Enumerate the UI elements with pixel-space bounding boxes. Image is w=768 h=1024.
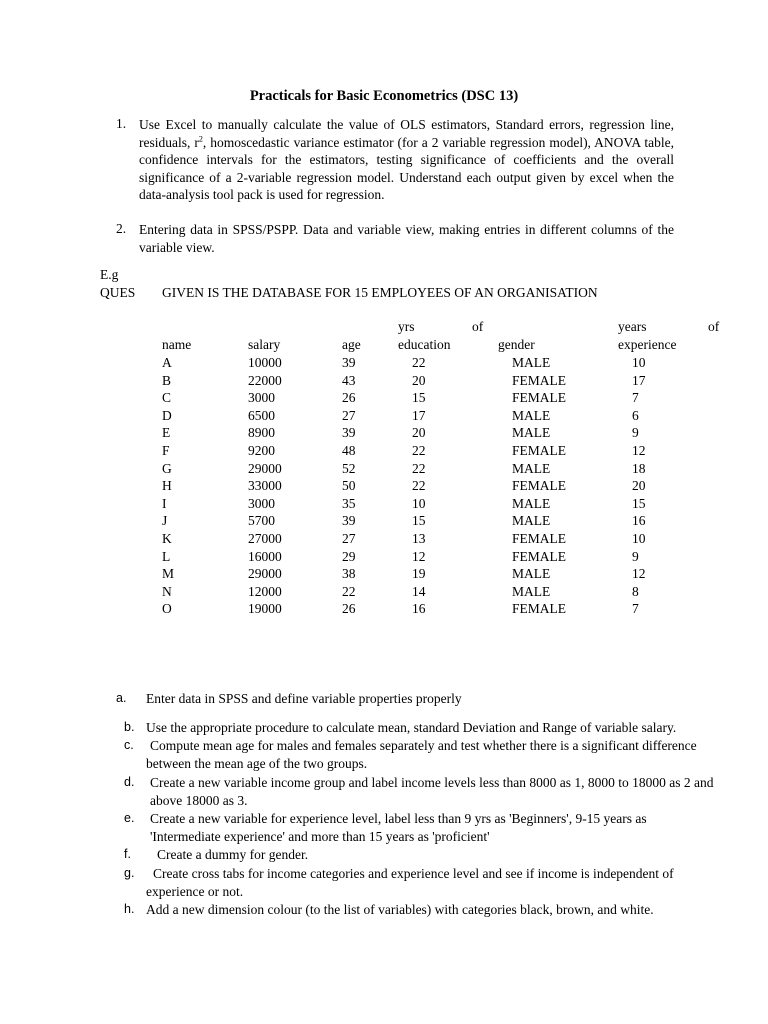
table-cell: 7 bbox=[632, 601, 639, 617]
table-cell: 26 bbox=[342, 390, 356, 406]
table-cell: 22 bbox=[412, 442, 426, 458]
header-age: age bbox=[342, 337, 361, 352]
table-cell: 9200 bbox=[248, 442, 275, 458]
table-cell: MALE bbox=[512, 513, 551, 529]
header-education: education bbox=[398, 337, 451, 352]
table-cell: MALE bbox=[512, 495, 551, 511]
task-text: Create cross tabs for income categories and experience level and see if income is independent of experience or not. bbox=[146, 866, 674, 899]
table-cell: 9 bbox=[632, 425, 639, 441]
table-cell: 16 bbox=[632, 513, 646, 529]
table-cell: C bbox=[162, 390, 172, 406]
table-cell: 15 bbox=[632, 495, 646, 511]
table-row bbox=[162, 407, 646, 425]
table-row bbox=[162, 600, 646, 618]
task-text: Add a new dimension colour (to the list of variables) with categories black, brown, and white. bbox=[146, 902, 654, 917]
table-cell: 12000 bbox=[248, 583, 282, 599]
table-row bbox=[162, 565, 646, 583]
header-gender: gender bbox=[498, 337, 535, 352]
table-cell: 39 bbox=[342, 355, 356, 370]
table-row bbox=[162, 477, 646, 495]
header-exp-top-b: of bbox=[708, 319, 720, 334]
task-text: Create a new variable for experience level, label less than 9 yrs as 'Beginners', 9-15 years as 'Intermediate experience' and more than 15 years as 'proficient' bbox=[150, 811, 647, 844]
table-cell: MALE bbox=[512, 407, 551, 423]
task-label: f. bbox=[124, 847, 131, 861]
table-cell: 20 bbox=[632, 478, 646, 494]
task-label: a. bbox=[116, 691, 127, 705]
table-row bbox=[162, 512, 646, 530]
table-row bbox=[162, 530, 646, 548]
table-row bbox=[162, 548, 646, 566]
table-cell: A bbox=[162, 355, 172, 370]
table-cell: 17 bbox=[412, 407, 426, 423]
list-number: 2. bbox=[116, 221, 127, 236]
table-cell: E bbox=[162, 425, 171, 441]
table-cell: 6 bbox=[632, 407, 639, 423]
list-number: 1. bbox=[116, 116, 127, 131]
table-cell: 10 bbox=[632, 530, 646, 546]
table-cell: 48 bbox=[342, 442, 356, 458]
employee-table bbox=[162, 354, 646, 618]
table-cell: 16 bbox=[412, 601, 426, 617]
table-cell: 7 bbox=[632, 390, 639, 406]
example-label: E.g bbox=[100, 267, 119, 282]
table-cell: 29000 bbox=[248, 566, 282, 582]
table-cell: J bbox=[162, 513, 168, 529]
table-cell: FEMALE bbox=[512, 442, 566, 458]
table-cell: FEMALE bbox=[512, 601, 566, 617]
list-item-1 bbox=[116, 116, 674, 204]
table-cell: 20 bbox=[412, 425, 426, 441]
table-cell: MALE bbox=[512, 355, 551, 370]
table-cell: 10 bbox=[412, 495, 426, 511]
table-cell: 19000 bbox=[248, 601, 282, 617]
table-cell: 22 bbox=[342, 583, 356, 599]
task-label: b. bbox=[124, 720, 135, 734]
table-cell: 22 bbox=[412, 460, 426, 476]
page-title: Practicals for Basic Econometrics (DSC 13) bbox=[249, 88, 519, 104]
table-cell: 29000 bbox=[248, 460, 282, 476]
table-cell: B bbox=[162, 372, 172, 388]
table-cell: 6500 bbox=[248, 407, 275, 423]
table-cell: 39 bbox=[342, 513, 356, 529]
table-cell: 35 bbox=[342, 495, 356, 511]
table-cell: 22 bbox=[412, 478, 426, 494]
table-cell: 12 bbox=[412, 548, 426, 564]
table-cell: 52 bbox=[342, 460, 356, 476]
table-cell: H bbox=[162, 478, 172, 494]
table-cell: 8900 bbox=[248, 425, 275, 441]
table-row bbox=[162, 389, 646, 407]
table-cell: FEMALE bbox=[512, 548, 566, 564]
header-experience: experience bbox=[618, 337, 677, 352]
task-label: e. bbox=[124, 811, 135, 825]
table-cell: 50 bbox=[342, 478, 356, 494]
table-cell: FEMALE bbox=[512, 390, 566, 406]
table-cell: 39 bbox=[342, 425, 356, 441]
table-cell: 15 bbox=[412, 390, 426, 406]
table-row bbox=[162, 495, 646, 513]
task-text: Enter data in SPSS and define variable properties properly bbox=[146, 691, 462, 706]
header-edu-top-b: of bbox=[472, 319, 484, 334]
table-cell: 27 bbox=[342, 530, 356, 546]
table-cell: 8 bbox=[632, 583, 639, 599]
table-cell: D bbox=[162, 407, 172, 423]
table-cell: MALE bbox=[512, 460, 551, 476]
task-text: Create a dummy for gender. bbox=[157, 847, 309, 862]
table-cell: 33000 bbox=[248, 478, 282, 494]
table-row bbox=[162, 424, 646, 442]
header-edu-top-a: yrs bbox=[398, 319, 415, 334]
table-cell: 14 bbox=[412, 583, 426, 599]
table-cell: 15 bbox=[412, 513, 426, 529]
task-text: Create a new variable income group and label income levels less than 8000 as 1, 8000 to 18000 as 2 and above 18000 as 3. bbox=[150, 775, 714, 808]
task-label: d. bbox=[124, 775, 135, 789]
header-salary: salary bbox=[248, 337, 281, 352]
table-cell: 26 bbox=[342, 601, 356, 617]
table-cell: L bbox=[162, 548, 171, 564]
table-cell: N bbox=[162, 583, 172, 599]
table-cell: FEMALE bbox=[512, 478, 566, 494]
task-text: Compute mean age for males and females separately and test whether there is a significant difference between the mean age of the two groups. bbox=[146, 738, 697, 771]
table-cell: 18 bbox=[632, 460, 646, 476]
table-cell: 5700 bbox=[248, 513, 275, 529]
table-cell: 27000 bbox=[248, 530, 282, 546]
table-cell: 17 bbox=[632, 372, 646, 388]
table-cell: 27 bbox=[342, 407, 356, 423]
question-text: GIVEN IS THE DATABASE FOR 15 EMPLOYEES OF AN ORGANISATION bbox=[162, 285, 598, 300]
table-cell: 13 bbox=[412, 530, 426, 546]
table-cell: 12 bbox=[632, 566, 646, 582]
table-cell: 29 bbox=[342, 548, 356, 564]
task-label: c. bbox=[124, 738, 134, 752]
table-cell: F bbox=[162, 442, 170, 458]
table-cell: FEMALE bbox=[512, 372, 566, 388]
table-cell: 9 bbox=[632, 548, 639, 564]
table-cell: M bbox=[162, 566, 175, 582]
table-cell: 16000 bbox=[248, 548, 282, 564]
table-cell: 3000 bbox=[248, 495, 275, 511]
table-cell: I bbox=[162, 495, 167, 511]
table-cell: FEMALE bbox=[512, 530, 566, 546]
list-item-text: Entering data in SPSS/PSPP. Data and variable view, making entries in different columns of the variable view. bbox=[139, 222, 674, 255]
table-cell: MALE bbox=[512, 425, 551, 441]
table-cell: 12 bbox=[632, 442, 646, 458]
table-row bbox=[162, 583, 646, 601]
header-exp-top-a: years bbox=[618, 319, 647, 334]
table-cell: 22000 bbox=[248, 372, 282, 388]
table-cell: 22 bbox=[412, 355, 426, 370]
table-cell: MALE bbox=[512, 583, 551, 599]
table-cell: 10000 bbox=[248, 355, 282, 370]
table-cell: 20 bbox=[412, 372, 426, 388]
table-cell: 43 bbox=[342, 372, 356, 388]
task-label: g. bbox=[124, 866, 135, 880]
table-cell: 19 bbox=[412, 566, 426, 582]
question-label: QUES bbox=[100, 285, 136, 300]
table-cell: G bbox=[162, 460, 172, 476]
table-row bbox=[162, 442, 646, 460]
task-text: Use the appropriate procedure to calculate mean, standard Deviation and Range of variable salary. bbox=[146, 720, 677, 735]
table-cell: 10 bbox=[632, 355, 646, 370]
table-cell: MALE bbox=[512, 566, 551, 582]
table-cell: O bbox=[162, 601, 172, 617]
table-cell: 38 bbox=[342, 566, 356, 582]
list-item-2 bbox=[116, 221, 674, 256]
table-row bbox=[162, 460, 646, 478]
header-name: name bbox=[162, 337, 192, 352]
table-cell: K bbox=[162, 530, 172, 546]
table-row bbox=[162, 372, 646, 390]
list-item-text: Use Excel to manually calculate the value of OLS estimators, Standard errors, regression line, residuals, $r^2$, homoscedastic variance estimator (for a 2 variable regression model), ANOVA table, confidence intervals for the estimators, testing significance of coefficients and the overall significance of a 2-variable regression model. Understand each output given by excel when the data-analysis tool pack is used for regression. bbox=[139, 117, 675, 202]
table-row bbox=[162, 354, 646, 372]
task-label: h. bbox=[124, 902, 135, 916]
table-cell: 3000 bbox=[248, 390, 275, 406]
